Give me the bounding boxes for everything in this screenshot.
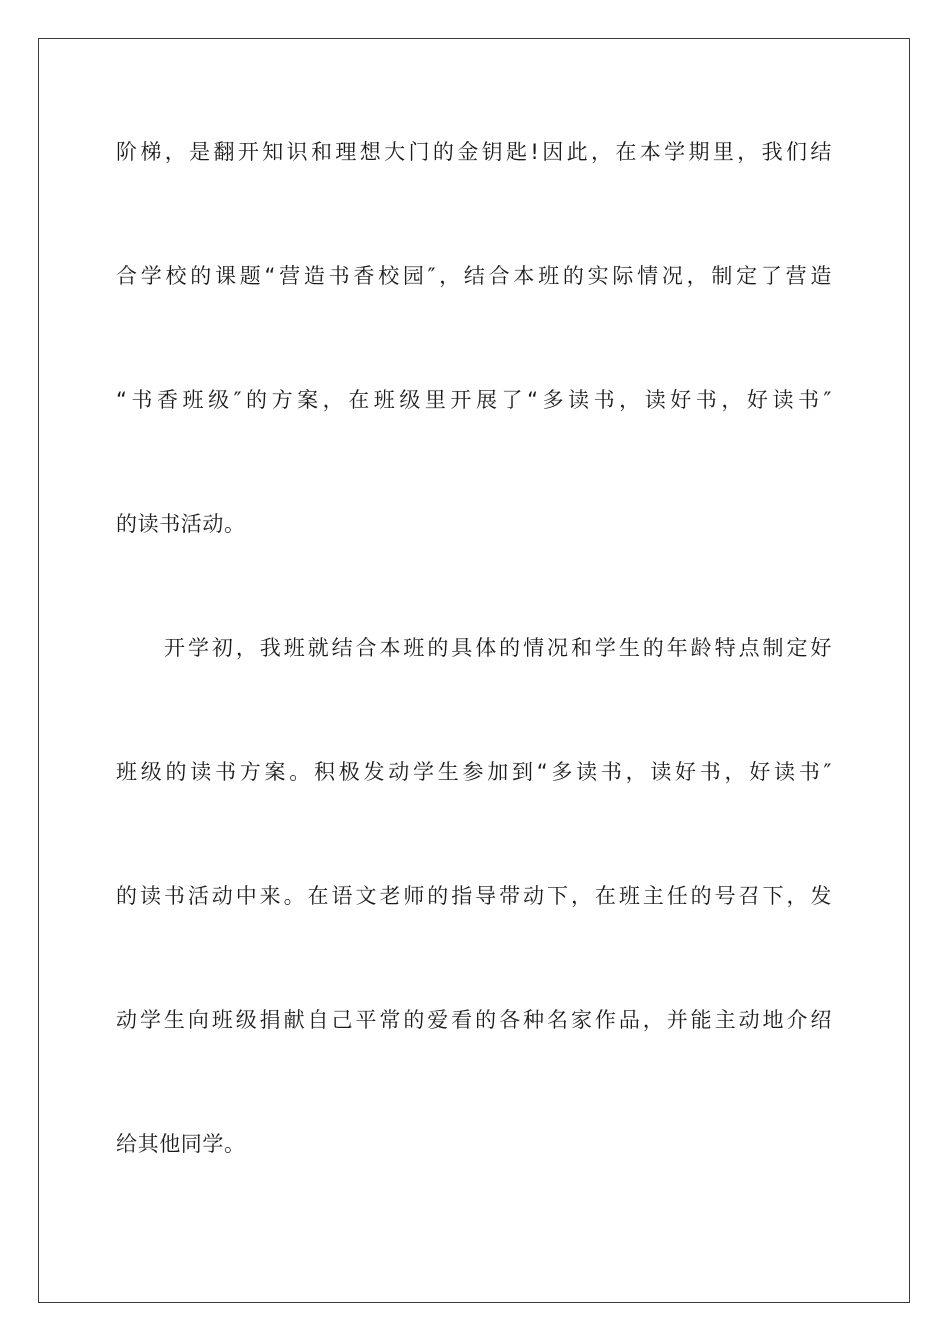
paragraph-1-line-3: “书香班级″的方案，在班级里开展了“多读书，读好书，好读书″ xyxy=(116,388,832,412)
paragraph-2-line-4: 动学生向班级捐献自己平常的爱看的各种名家作品，并能主动地介绍 xyxy=(116,1008,832,1032)
page-border xyxy=(38,38,910,1303)
paragraph-1-line-2: 合学校的课题“营造书香校园″，结合本班的实际情况，制定了营造 xyxy=(116,264,832,288)
paragraph-2-line-1: 开学初，我班就结合本班的具体的情况和学生的年龄特点制定好 xyxy=(164,636,832,660)
paragraph-1-line-1: 阶梯，是翻开知识和理想大门的金钥匙!因此，在本学期里，我们结 xyxy=(116,140,832,164)
paragraph-1-line-4: 的读书活动。 xyxy=(116,512,246,536)
paragraph-2-line-2: 班级的读书方案。积极发动学生参加到“多读书，读好书，好读书″ xyxy=(116,760,832,784)
paragraph-2-line-3: 的读书活动中来。在语文老师的指导带动下，在班主任的号召下，发 xyxy=(116,884,832,908)
paragraph-2-line-5: 给其他同学。 xyxy=(116,1132,246,1156)
